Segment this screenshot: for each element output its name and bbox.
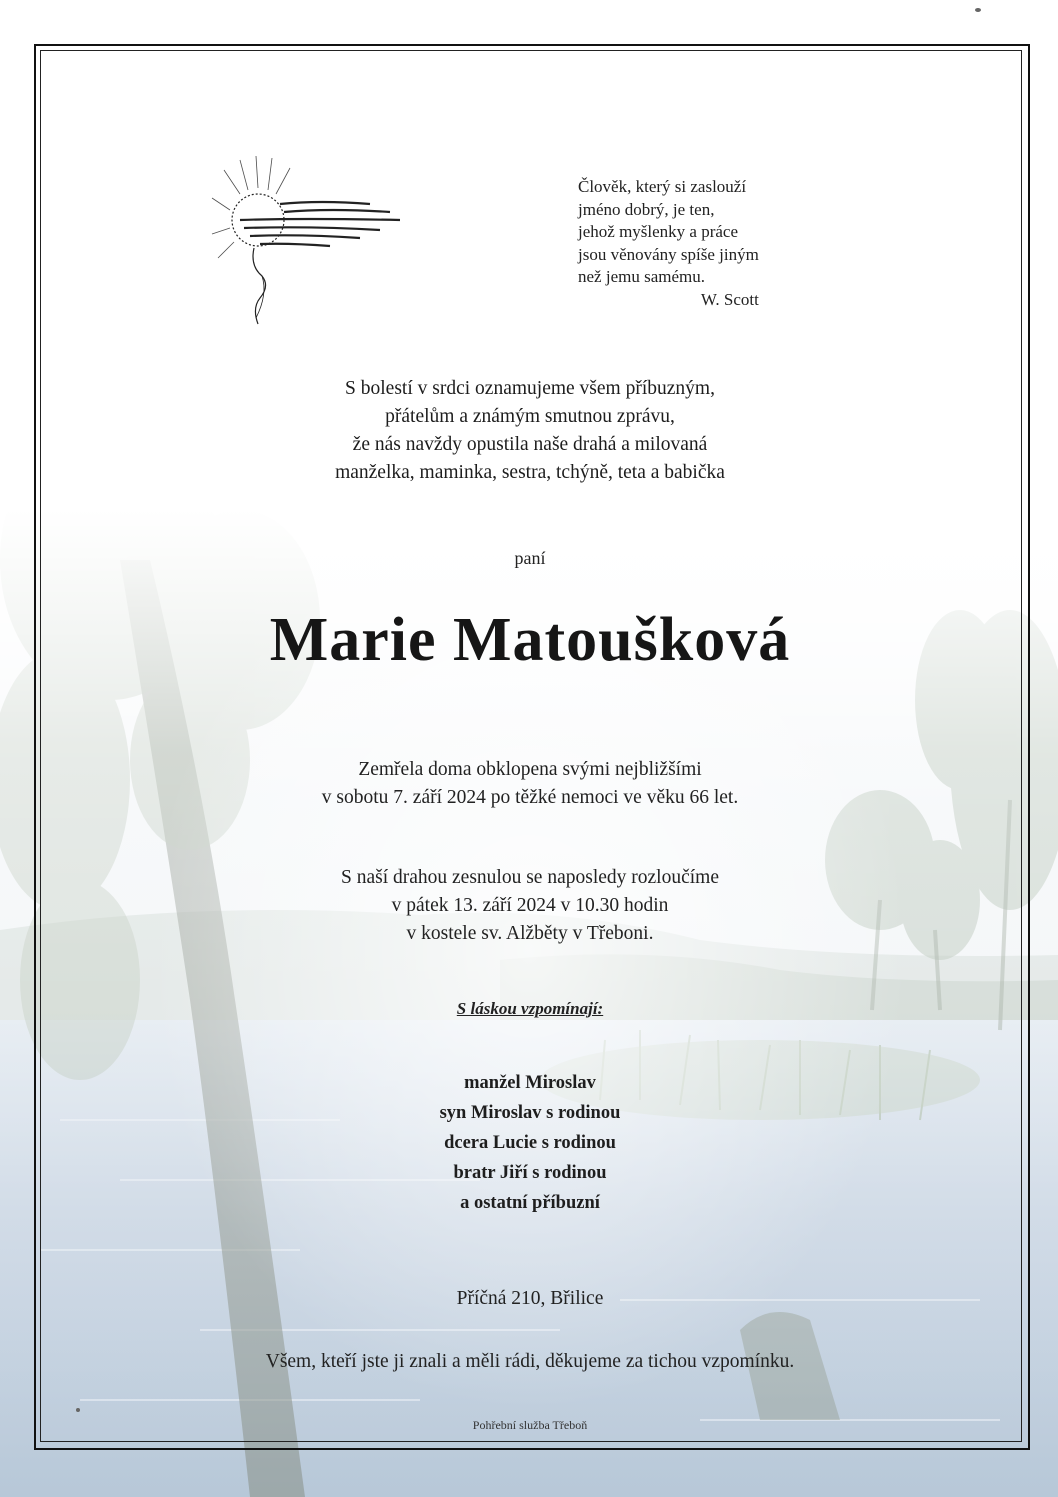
- mourner-item: a ostatní příbuzní: [460, 1193, 600, 1213]
- scan-speck: [975, 8, 981, 12]
- address: Příčná 210, Břilice: [456, 1288, 604, 1309]
- honorific: paní: [514, 548, 546, 568]
- inner-border-frame: [40, 50, 1022, 1442]
- remembrance-heading: S láskou vzpomínají:: [456, 999, 604, 1018]
- announcement-line: manželka, maminka, sestra, tchýně, teta a babička: [335, 462, 725, 483]
- funeral-line: v pátek 13. září 2024 v 10.30 hodin: [391, 895, 669, 916]
- quote-line: jsou věnovány spíše jiným: [578, 244, 759, 264]
- mourner-item: syn Miroslav s rodinou: [439, 1103, 621, 1123]
- mourner-item: dcera Lucie s rodinou: [444, 1133, 616, 1153]
- funeral-details: [40, 864, 1020, 948]
- death-notice-line: v sobotu 7. září 2024 po těžké nemoci ve věku 66 let.: [321, 787, 739, 808]
- announcement-text: [40, 375, 1020, 487]
- quote-line: jehož myšlenky a práce: [578, 222, 739, 241]
- mourners-list: [40, 1068, 1020, 1218]
- quote-block: [578, 176, 759, 311]
- funeral-line: v kostele sv. Alžběty v Třeboni.: [406, 923, 654, 944]
- sunset-sketch-illustration: [210, 148, 410, 338]
- death-notice-line: Zemřela doma obklopena svými nejbližšími: [358, 759, 702, 780]
- announcement-line: přátelům a známým smutnou zprávu,: [385, 406, 675, 427]
- thanks-message: Všem, kteří jste ji znali a měli rádi, děkujeme za tichou vzpomínku.: [265, 1351, 795, 1372]
- quote-line: Člověk, který si zaslouží: [578, 177, 747, 196]
- announcement-line: že nás navždy opustila naše drahá a milovaná: [352, 434, 708, 455]
- announcement-line: S bolestí v srdci oznamujeme všem příbuzným,: [345, 378, 715, 399]
- mourner-item: manžel Miroslav: [464, 1073, 596, 1093]
- death-notice: [40, 756, 1020, 812]
- mourner-item: bratr Jiří s rodinou: [453, 1163, 607, 1183]
- funeral-line: S naší drahou zesnulou se naposledy rozloučíme: [341, 867, 719, 888]
- quote-line: než jemu samému.: [578, 267, 705, 286]
- scan-speck: [76, 1408, 80, 1412]
- quote-line: jméno dobrý, je ten,: [578, 199, 715, 219]
- deceased-name: Marie Matoušková: [269, 606, 791, 674]
- quote-author: W. Scott: [700, 289, 759, 309]
- funeral-service-credit: Pohřební služba Třeboň: [472, 1418, 588, 1432]
